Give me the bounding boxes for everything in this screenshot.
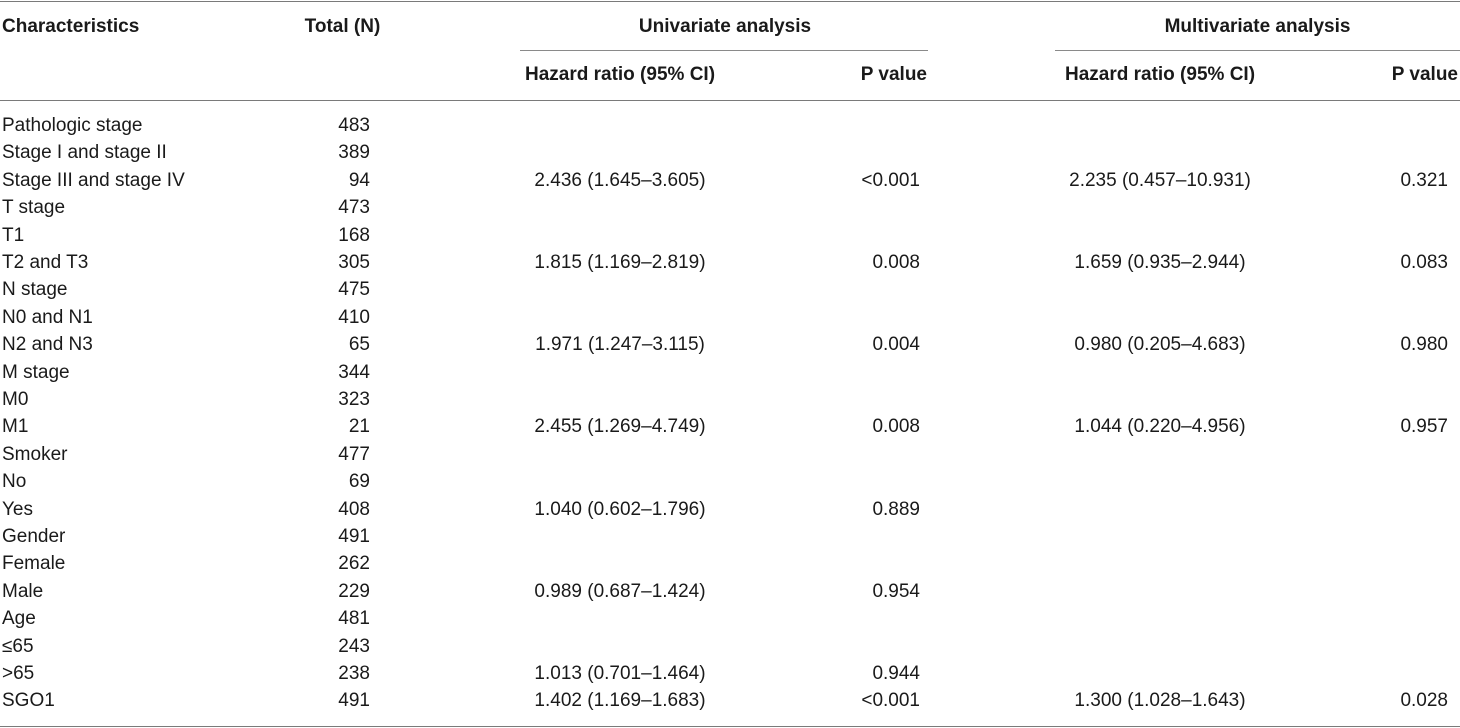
row-characteristic: Gender [2,526,66,547]
row-characteristic: Yes [2,499,33,520]
row-characteristic: M stage [2,362,70,383]
row-characteristic: Smoker [2,444,68,465]
row-characteristic: No [2,471,27,492]
row-uni-p-value: <0.001 [861,170,920,191]
row-multi-p-value: 0.321 [1400,170,1448,191]
row-uni-hazard-ratio: 1.013 (0.701–1.464) [534,663,706,684]
row-total: 262 [338,553,370,574]
row-total: 21 [348,416,370,437]
row-total: 410 [338,307,370,328]
row-total: 65 [348,334,370,355]
row-characteristic: M0 [2,389,29,410]
header-uni-p-value: P value [860,64,927,85]
table-top-rule [0,1,1460,2]
row-total: 491 [338,690,370,711]
row-total: 477 [338,444,370,465]
row-characteristic: N2 and N3 [2,334,93,355]
header-total: Total (N) [304,16,381,37]
row-total: 475 [338,279,370,300]
row-uni-p-value: 0.954 [872,581,920,602]
row-characteristic: Stage III and stage IV [2,170,185,191]
row-total: 238 [338,663,370,684]
row-uni-hazard-ratio: 2.455 (1.269–4.749) [534,416,706,437]
row-uni-hazard-ratio: 1.040 (0.602–1.796) [534,499,706,520]
row-characteristic: N stage [2,279,68,300]
row-total: 481 [338,608,370,629]
row-total: 243 [338,636,370,657]
row-total: 483 [338,115,370,136]
row-total: 168 [338,225,370,246]
univariate-subheader-rule [520,50,928,51]
row-characteristic: ≤65 [2,636,34,657]
row-uni-p-value: 0.008 [872,416,920,437]
row-uni-p-value: 0.889 [872,499,920,520]
row-multi-hazard-ratio: 0.980 (0.205–4.683) [1074,334,1246,355]
row-characteristic: T2 and T3 [2,252,89,273]
row-characteristic: Female [2,553,66,574]
row-total: 69 [348,471,370,492]
row-uni-p-value: 0.008 [872,252,920,273]
row-characteristic: SGO1 [2,690,55,711]
row-multi-hazard-ratio: 2.235 (0.457–10.931) [1069,170,1251,191]
row-total: 305 [338,252,370,273]
table-bottom-rule [0,726,1460,727]
row-multi-p-value: 0.957 [1400,416,1448,437]
row-uni-hazard-ratio: 1.971 (1.247–3.115) [535,334,705,355]
row-characteristic: T1 [2,225,25,246]
row-characteristic: M1 [2,416,29,437]
row-uni-p-value: 0.944 [872,663,920,684]
row-multi-p-value: 0.980 [1400,334,1448,355]
row-total: 323 [338,389,370,410]
row-total: 389 [338,142,370,163]
row-characteristic: Male [2,581,44,602]
row-characteristic: N0 and N1 [2,307,93,328]
row-total: 491 [338,526,370,547]
row-characteristic: T stage [2,197,66,218]
row-multi-hazard-ratio: 1.300 (1.028–1.643) [1074,690,1246,711]
row-multi-p-value: 0.083 [1400,252,1448,273]
header-multi-p-value: P value [1391,64,1458,85]
row-characteristic: Pathologic stage [2,115,143,136]
row-uni-hazard-ratio: 2.436 (1.645–3.605) [534,170,706,191]
row-total: 94 [348,170,370,191]
row-multi-hazard-ratio: 1.659 (0.935–2.944) [1074,252,1246,273]
row-total: 408 [338,499,370,520]
header-multi-hazard-ratio: Hazard ratio (95% CI) [1064,64,1256,85]
row-uni-p-value: <0.001 [861,690,920,711]
multivariate-subheader-rule [1055,50,1460,51]
row-uni-hazard-ratio: 0.989 (0.687–1.424) [534,581,706,602]
header-characteristics: Characteristics [2,16,140,37]
row-characteristic: Age [2,608,36,629]
row-total: 344 [338,362,370,383]
row-multi-p-value: 0.028 [1400,690,1448,711]
header-uni-hazard-ratio: Hazard ratio (95% CI) [524,64,716,85]
row-multi-hazard-ratio: 1.044 (0.220–4.956) [1074,416,1246,437]
row-characteristic: >65 [2,663,35,684]
row-characteristic: Stage I and stage II [2,142,167,163]
row-uni-hazard-ratio: 1.815 (1.169–2.819) [534,252,706,273]
header-univariate: Univariate analysis [638,16,812,37]
header-multivariate: Multivariate analysis [1164,16,1351,37]
row-total: 473 [338,197,370,218]
row-uni-hazard-ratio: 1.402 (1.169–1.683) [534,690,706,711]
row-total: 229 [338,581,370,602]
header-bottom-rule [0,100,1460,101]
row-uni-p-value: 0.004 [872,334,920,355]
